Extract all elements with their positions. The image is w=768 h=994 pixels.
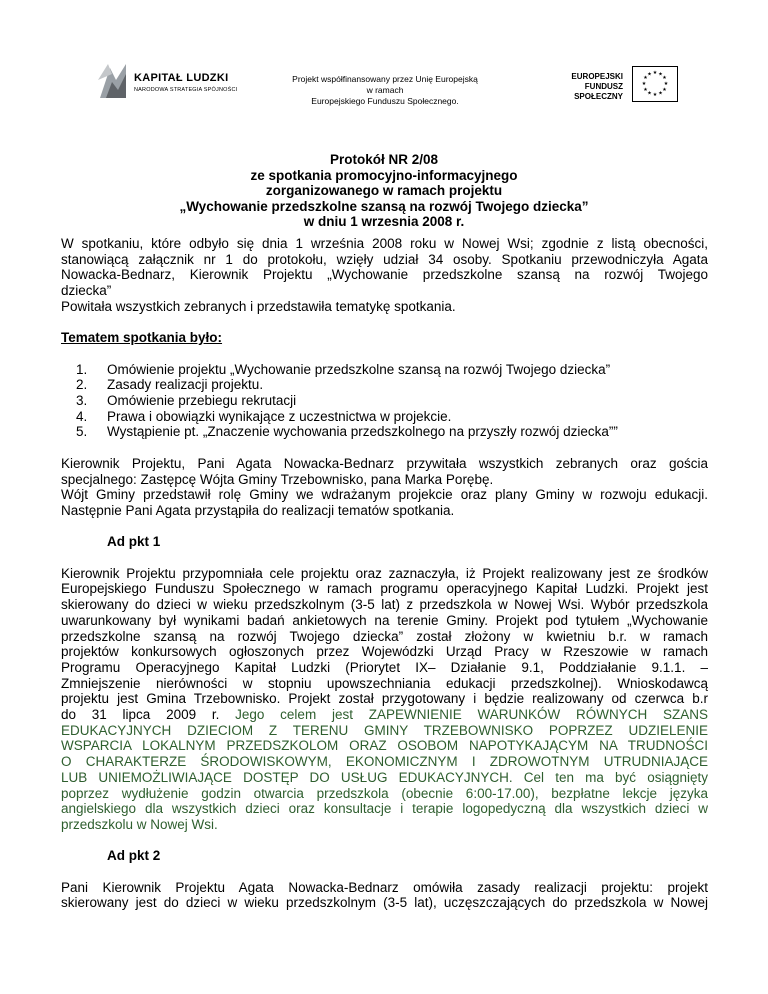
- ad1-line-9: projektu jest Gmina Trzebownisko. Projekt został przygotowany i będzie realizowany od czerwca b.r: [61, 691, 708, 707]
- svg-text:★: ★: [663, 81, 669, 87]
- ad1-line-3: skierowany do dzieci w wieku przedszkolnym (3-5 lat) z przedszkola w Nowej Wsi. Wybór przedszkola: [61, 597, 708, 613]
- kl-logo-subtitle: NARODOWA STRATEGIA SPÓJNOŚCI: [134, 87, 238, 93]
- svg-text:★: ★: [662, 75, 667, 81]
- ad1-line-12: WSPARCIA LOKALNYM PRZEDSZKOLOM ORAZ OSOBOM NAPOTYKAJĄCYM NA TRUDNOŚCI: [61, 738, 708, 754]
- cofinancing-line-1: Projekt współfinansowany przez Unię Europejską: [292, 74, 478, 84]
- svg-text:★: ★: [643, 87, 648, 93]
- ad-pkt-2-heading: Ad pkt 2: [107, 848, 161, 864]
- ad1-line-8: Zmniejszenie nierówności w stopniu upowszechniania edukacji przedszkolnej). Wnioskodawcą: [61, 675, 708, 691]
- intro-line-2: stanowiącą załącznik nr 1 do protokołu, wzięły udział 34 osoby. Spotkaniu przewodniczyła Agata: [61, 251, 708, 267]
- list-item-text: Zasady realizacji projektu.: [107, 377, 264, 393]
- cofinancing-note: [270, 74, 500, 107]
- eu-social-fund-logo: [548, 64, 678, 104]
- intro-paragraph: [61, 236, 708, 315]
- ad1-line-15: poprzez wydłużenie godzin otwarcia przedszkola (obecnie 6:00-17.00), bezpłatne lekcje języka: [61, 785, 708, 801]
- list-item: [61, 393, 708, 409]
- eu-flag-icon: [632, 66, 678, 102]
- ad2-line-1: Pani Kierownik Projektu Agata Nowacka-Bednarz omówiła zasady realizacji projektu: projekt: [61, 879, 708, 895]
- document-title: [60, 152, 708, 230]
- ad1-line-13: O CHARAKTERZE ŚRODOWISKOWYM, EKONOMICZNYM I ZDROWOTNYM UTRUDNIAJĄCE: [61, 754, 708, 770]
- ad1-line-6: projektów konkursowych ogłoszonych przez Wojewódzki Urząd Pracy w Rzeszowie w ramach: [61, 644, 708, 660]
- ad1-line-16: angielskiego dla wszystkich dzieci oraz konsultacje i terapie logopedyczną dla wszystkich dzieci w: [61, 801, 708, 817]
- eu-logo-line-2: FUNDUSZ SPOŁECZNY: [574, 82, 623, 101]
- svg-text:★: ★: [658, 90, 663, 97]
- kapital-ludzki-logo: [96, 58, 246, 102]
- ad2-line-2: skierowany jest do dzieci w wieku przedszkolnym (3-5 lat), uczęszczających do przedszkola w Nowej: [61, 895, 708, 911]
- svg-text:★: ★: [641, 81, 647, 87]
- list-item-number: 3.: [76, 393, 88, 408]
- svg-text:★: ★: [662, 87, 667, 93]
- ad1-line-17: przedszkolu w Nowej Wsi.: [61, 816, 218, 832]
- title-line-3: zorganizowanego w ramach projektu: [265, 183, 503, 198]
- eu-logo-line-1: EUROPEJSKI: [571, 72, 623, 81]
- ad1-line-4: uwarunkowany był wynikami badań ankietowych na terenie Gminy. Projekt pod tytułem „Wychowanie: [61, 612, 708, 628]
- list-item: [61, 362, 708, 378]
- guests-line-4: Następnie Pani Agata przystąpiła do realizacji tematów spotkania.: [61, 502, 455, 518]
- intro-line-4: dziecka”: [61, 283, 112, 299]
- list-item-text: Omówienie przebiegu rekrutacji: [107, 393, 297, 408]
- ad-pkt-2-paragraph: [61, 880, 708, 911]
- title-line-4: „Wychowanie przedszkolne szansą na rozwój Twojego dziecka”: [179, 198, 589, 214]
- cofinancing-line-2: w ramach: [366, 85, 404, 95]
- guests-line-3: Wójt Gminy przedstawił rolę Gminy we wdrażanym projekcie oraz plany Gminy w rozwoju edukacji.: [61, 487, 708, 503]
- list-item: [61, 409, 708, 425]
- ad1-line-2: Europejskiego Funduszu Społecznego w ramach programu operacyjnego Kapitał Ludzki. Projekt jest: [61, 581, 708, 597]
- list-item-number: 5.: [76, 424, 88, 440]
- guests-paragraph: [61, 456, 708, 519]
- svg-text:★: ★: [652, 70, 658, 76]
- intro-line-5: Powitała wszystkich zebranych i przedstawiła tematykę spotkania.: [61, 298, 456, 314]
- document-body: [61, 236, 708, 911]
- ad1-line-10: [61, 707, 708, 723]
- page-header: [0, 58, 768, 118]
- ad-pkt-1-heading: Ad pkt 1: [107, 534, 161, 550]
- kapital-ludzki-emblem-icon: [96, 60, 130, 100]
- title-line-5: w dniu 1 wrzesnia 2008 r.: [303, 214, 465, 229]
- kl-logo-title: KAPITAŁ LUDZKI: [134, 72, 229, 84]
- ad1-line-1: Kierownik Projektu przypomniała cele projektu oraz zaznaczyła, iż Projekt realizowany jest ze środków: [61, 565, 708, 581]
- intro-line-1: W spotkaniu, które odbyło się dnia 1 września 2008 roku w Nowej Wsi; zgodnie z listą obecności,: [61, 236, 708, 251]
- guests-line-1: Kierownik Projektu, Pani Agata Nowacka-Bednarz przywitała wszystkich zebranych oraz gościa: [61, 455, 708, 471]
- list-item-text: Prawa i obowiązki wynikające z uczestnictwa w projekcie.: [107, 408, 452, 424]
- topics-heading: Tematem spotkania było:: [61, 330, 223, 346]
- ad1-line-14: LUB UNIEMOŻLIWIAJĄCE DOSTĘP DO USŁUG EDUKACYJNYCH. Cel ten ma być osiągnięty: [61, 769, 708, 785]
- ad1-line-10-green: Jego celem jest ZAPEWNIENIE WARUNKÓW RÓWNYCH SZANS: [235, 707, 708, 723]
- list-item-number: 4.: [76, 408, 88, 424]
- topics-list: [61, 362, 708, 441]
- title-line-2: ze spotkania promocyjno-informacyjnego: [250, 167, 518, 183]
- list-item-number: 2.: [76, 377, 88, 393]
- list-item-text: Omówienie projektu „Wychowanie przedszkolne szansą na rozwój Twojego dziecka”: [107, 361, 611, 377]
- eu-logo-text: [548, 72, 623, 102]
- title-line-1: Protokół NR 2/08: [329, 152, 439, 167]
- guests-line-2: specjalnego: Zastępcę Wójta Gminy Trzebownisko, pana Marka Porębę.: [61, 471, 494, 487]
- ad1-line-10-black: do 31 lipca 2009 r.: [61, 707, 236, 723]
- svg-text:★: ★: [647, 90, 652, 97]
- intro-line-3: Nowacka-Bednarz, Kierownik Projektu „Wychowanie przedszkolne szansą na rozwój Twojego: [61, 267, 708, 283]
- ad1-line-7: Programu Operacyjnego Kapitał Ludzki (Priorytet IX– Działanie 9.1, Poddziałanie 9.1.1. –: [61, 659, 708, 675]
- list-item: [61, 424, 708, 440]
- svg-text:★: ★: [652, 92, 658, 98]
- list-item-text: Wystąpienie pt. „Znaczenie wychowania przedszkolnego na przyszły rozwój dziecka””: [107, 424, 618, 440]
- list-item: [61, 377, 708, 393]
- cofinancing-line-3: Europejskiego Funduszu Społecznego.: [311, 96, 459, 106]
- ad1-line-11: EDUKACYJNYCH DZIECIOM Z TERENU GMINY TRZEBOWNISKO POPRZEZ UDZIELENIE: [61, 722, 708, 738]
- list-item-number: 1.: [76, 361, 88, 377]
- ad1-line-5: przedszkolne szansą na rozwój Twojego dziecka” został złożony w kwietniu b.r. w ramach: [61, 628, 708, 644]
- svg-text:★: ★: [643, 75, 648, 81]
- svg-text:★: ★: [647, 71, 652, 78]
- ad-pkt-1-paragraph: [61, 566, 708, 833]
- svg-text:★: ★: [658, 71, 663, 78]
